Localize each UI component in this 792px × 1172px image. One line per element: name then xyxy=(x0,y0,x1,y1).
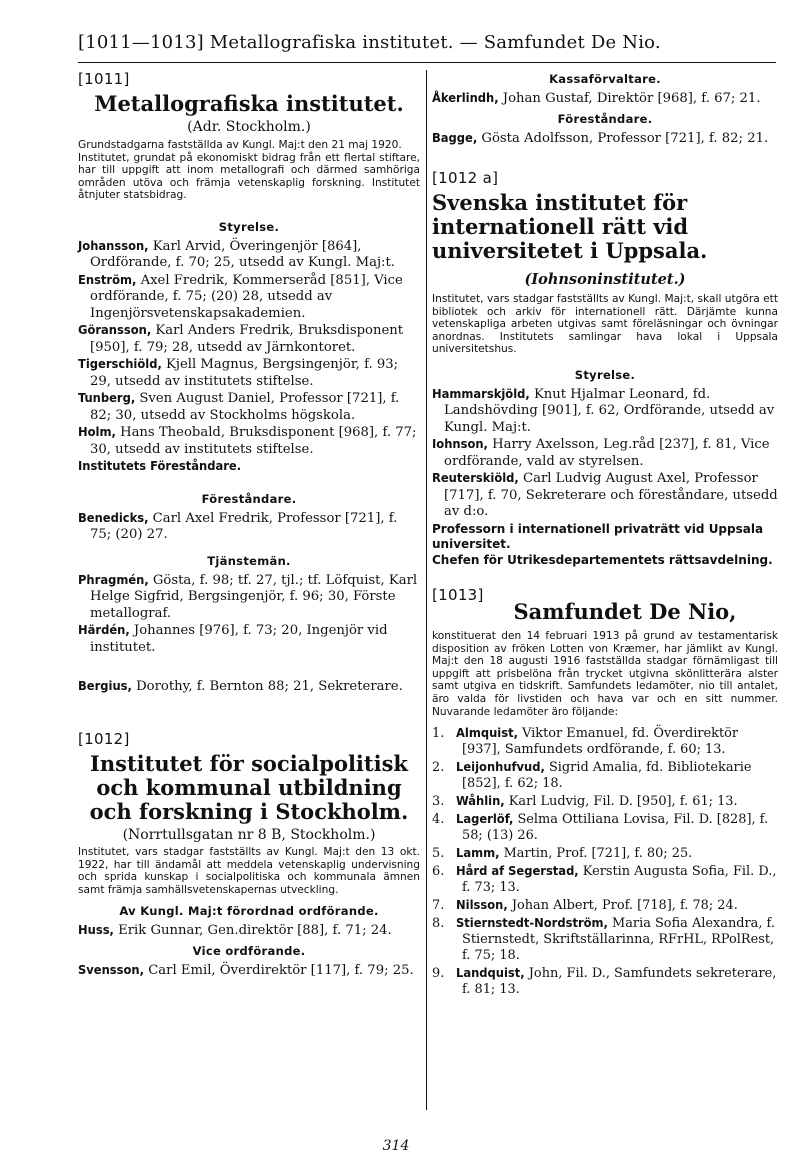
section-address: (Adr. Stockholm.) xyxy=(187,119,311,135)
person-name: Benedicks, xyxy=(78,510,149,526)
person-details: Gösta Adolfsson, Professor [721], f. 82; 21. xyxy=(477,130,769,146)
right-column xyxy=(432,70,778,1000)
section-1012a xyxy=(432,169,778,568)
person-name: Iohnson, xyxy=(432,437,488,453)
person-name: Leijonhufvud, xyxy=(456,760,545,776)
person-details: Maria Sofia Alexandra, f. Stiernstedt, Skriftställarinna, RFrHL, RPolRest, f. 75; 18. xyxy=(462,916,775,964)
person-name: Härdén, xyxy=(78,623,130,639)
institute-director-line: Institutets Föreståndare. xyxy=(78,459,242,475)
member-number: 7. xyxy=(432,898,445,914)
member-number: 4. xyxy=(432,812,445,828)
person-name: Lagerlöf, xyxy=(456,812,514,828)
list-item xyxy=(78,273,420,323)
paragraph: Institutet, vars stadgar fastställts av Kungl. Maj:t den 13 okt. 1922, har till ändamål att meddela vetenskaplig undervisning och sprida kunskap i socialpolitiska och kommunala ämnen samt främja samhällsvetenskapernas utveckling. xyxy=(78,845,420,896)
person-name: Hård af Segerstad, xyxy=(456,864,579,880)
person-details: John, Fil. D., Samfundets sekreterare, f. 81; 13. xyxy=(462,966,777,998)
person-details: Dorothy, f. Bernton 88; 21, Sekreterare. xyxy=(131,679,403,695)
person-name: Stiernstedt-Nordström, xyxy=(456,916,608,932)
person-details: Viktor Emanuel, fd. Överdirektör [937], Samfundets ordförande, f. 60; 13. xyxy=(462,726,739,758)
person-name: Göransson, xyxy=(78,323,152,339)
person-name: Landquist, xyxy=(456,966,525,982)
list-item xyxy=(78,923,420,940)
list-item xyxy=(432,864,778,896)
person-details: Johan Gustaf, Direktör [968], f. 67; 21. xyxy=(498,91,761,106)
member-number: 5. xyxy=(432,846,445,862)
list-item xyxy=(432,91,778,108)
section-subtitle: (Iohnsoninstitutet.) xyxy=(524,271,686,288)
person-details: Carl Emil, Överdirektör [117], f. 79; 25. xyxy=(144,962,414,978)
person-details: Carl Ludvig August Axel, Professor [717], f. 70, Sekreterare och föreståndare, utsedd av d:o. xyxy=(444,471,778,520)
person-details: Knut Hjalmar Leonard, fd. Landshövding [901], f. 62, Ordförande, utsedd av Kungl. Maj:t. xyxy=(444,386,775,435)
person-name: Åkerlindh, xyxy=(432,91,499,106)
person-details: Axel Fredrik, Kommerseråd [851], Vice ordförande, f. 75; (20) 28, utsedd av Ingenjörsvetenskapsakademien. xyxy=(90,272,403,321)
list-item xyxy=(78,573,420,623)
list-item xyxy=(432,966,778,998)
person-name: Reuterskiöld, xyxy=(432,471,519,487)
subheading-vice-chair: Vice ordförande. xyxy=(192,943,306,958)
person-details: Karl Arvid, Överingenjör [864], Ordförande, f. 70; 25, utsedd av Kungl. Maj:t. xyxy=(90,238,395,271)
list-item xyxy=(432,437,778,470)
paragraph: Grundstadgarna fastställda av Kungl. Maj:t den 21 maj 1920. xyxy=(78,139,402,151)
person-name: Wåhlin, xyxy=(456,794,505,810)
board-list xyxy=(78,239,420,476)
subheading-forestandare: Föreståndare. xyxy=(557,111,653,126)
section-1013 xyxy=(432,586,778,998)
section-description xyxy=(432,293,778,356)
person-details: Karl Ludvig, Fil. D. [950], f. 61; 13. xyxy=(504,794,738,810)
list-item xyxy=(432,916,778,964)
person-details: Harry Axelsson, Leg.råd [237], f. 81, Vice ordförande, vald av styrelsen. xyxy=(444,437,770,469)
paragraph: konstituerat den 14 februari 1913 på grund av testamentarisk disposition av fröken Lotten von Kræmer, har jämlikt av Kungl. Maj:t den 18 augusti 1916 fastställda stadgar förnämligast till uppgift att prisbelöna från trycket utgivna skönlitterära alster samt utgiva en tidskrift. Samfundets ledamöter, nio till antalet, äro valda för livstiden och hava var och en sitt nummer. Nuvarande ledamöter äro följande: xyxy=(432,629,778,718)
person-details: Kerstin Augusta Sofia, Fil. D., f. 73; 13. xyxy=(462,864,777,896)
member-number: 3. xyxy=(432,794,445,810)
person-name: Svensson, xyxy=(78,962,144,978)
list-item xyxy=(432,794,778,810)
person-name: Tunberg, xyxy=(78,391,136,407)
person-details: Sven August Daniel, Professor [721], f. 82; 30, utsedd av Stockholms högskola. xyxy=(90,391,400,423)
paragraph: Institutet, vars stadgar fastställts av Kungl. Maj:t, skall utgöra ett bibliotek och arkiv för internationell rätt. Därjämte kunna vetenskapliga arbeten utgivas samt föreläsningar och övningar anordnas. Institutets samlingar hava lokal i Uppsala universitetshus. xyxy=(432,293,778,356)
person-name: Holm, xyxy=(78,425,116,441)
paragraph: Institutet, grundat på ekonomiskt bidrag från ett flertal stiftare, har till uppgift att inom metallografi och därmed samhöriga områden utöva och främja vetenskaplig forskning. Institutet åtnjuter statsbidrag. xyxy=(78,151,420,202)
section-number: [1011] xyxy=(78,70,130,88)
person-name: Enström, xyxy=(78,272,137,288)
member-number: 8. xyxy=(432,916,445,932)
section-title: Institutet för socialpolitisk och kommunal utbildning och forskning i Stockholm. xyxy=(89,750,409,824)
member-number: 2. xyxy=(432,760,445,776)
left-column xyxy=(78,70,420,980)
person-name: Tigerschiöld, xyxy=(78,357,162,373)
list-item xyxy=(432,387,778,437)
section-number: [1012] xyxy=(78,729,130,748)
section-1012 xyxy=(78,730,420,979)
subheading-styrelse: Styrelse. xyxy=(218,219,280,234)
person-details: Erik Gunnar, Gen.direktör [88], f. 71; 24. xyxy=(113,923,392,939)
member-list xyxy=(432,726,778,998)
list-item xyxy=(432,131,778,148)
list-item xyxy=(432,726,778,758)
person-details: Sigrid Amalia, fd. Bibliotekarie [852], f. 62; 18. xyxy=(462,760,752,792)
section-1011 xyxy=(78,70,420,696)
list-item xyxy=(78,679,420,696)
person-details: Johan Albert, Prof. [718], f. 78; 24. xyxy=(507,898,738,914)
subheading-kassaforvaltare: Kassaförvaltare. xyxy=(549,72,661,86)
person-name: Nilsson, xyxy=(456,898,508,914)
list-item xyxy=(78,357,420,390)
subheading-chair: Av Kungl. Maj:t förordnad ordförande. xyxy=(119,904,379,919)
list-item xyxy=(78,623,420,656)
person-details: Johannes [976], f. 73; 20, Ingenjör vid institutet. xyxy=(90,623,388,655)
person-name: Lamm, xyxy=(456,846,500,862)
header-rule xyxy=(78,62,776,63)
list-item xyxy=(432,898,778,914)
person-details: Hans Theobald, Bruksdisponent [968], f. 77; 30, utsedd av institutets stiftelse. xyxy=(90,425,417,457)
list-item xyxy=(78,239,420,272)
list-item xyxy=(78,323,420,356)
person-name: Johansson, xyxy=(78,238,149,254)
column-rule xyxy=(426,70,427,1110)
section-title: Svenska institutet för internationell rätt vid universitetet i Uppsala. xyxy=(432,190,708,263)
section-description xyxy=(78,139,420,202)
list-item xyxy=(78,511,420,544)
subheading-forestandare: Föreståndare. xyxy=(201,491,297,506)
person-name: Phragmén, xyxy=(78,572,149,588)
section-number: [1013] xyxy=(432,585,484,604)
page-number: 314 xyxy=(382,1138,410,1154)
person-details: Carl Axel Fredrik, Professor [721], f. 75; (20) 27. xyxy=(90,510,398,543)
list-item xyxy=(78,963,420,980)
list-item xyxy=(432,471,778,521)
subheading-styrelse: Styrelse. xyxy=(574,367,636,382)
person-details: Kjell Magnus, Bergsingenjör, f. 93; 29, utsedd av institutets stiftelse. xyxy=(90,357,399,389)
section-title: Metallografiska institutet. xyxy=(94,91,404,116)
person-name: Bergius, xyxy=(78,679,132,695)
section-description xyxy=(78,846,420,896)
list-item xyxy=(432,760,778,792)
member-number: 6. xyxy=(432,864,445,880)
person-name: Almquist, xyxy=(456,726,518,742)
person-details: Karl Anders Fredrik, Bruksdisponent [950], f. 79; 28, utsedd av Järnkontoret. xyxy=(90,323,404,355)
person-name: Hammarskjöld, xyxy=(432,386,530,402)
member-number: 9. xyxy=(432,966,445,982)
list-item xyxy=(78,425,420,458)
person-details: Martin, Prof. [721], f. 80; 25. xyxy=(499,846,693,862)
person-details: Selma Ottiliana Lovisa, Fil. D. [828], f. 58; (13) 26. xyxy=(462,812,769,844)
list-item xyxy=(432,812,778,844)
running-head: [1011—1013] Metallografiska institutet. — Samfundet De Nio. xyxy=(78,32,661,53)
ex-officio-line: Chefen för Utrikesdepartementets rättsavdelning. xyxy=(432,552,773,567)
list-item xyxy=(78,391,420,424)
section-address: (Norrtullsgatan nr 8 B, Stockholm.) xyxy=(122,826,376,843)
section-title: Samfundet De Nio, xyxy=(513,598,737,624)
section-description xyxy=(432,630,778,718)
member-number: 1. xyxy=(432,726,445,742)
person-name: Bagge, xyxy=(432,130,478,146)
list-item xyxy=(432,846,778,862)
subheading-tjanstemen: Tjänstemän. xyxy=(207,553,291,568)
person-name: Huss, xyxy=(78,923,114,939)
ex-officio-line: Professorn i internationell privaträtt vid Uppsala universitet. xyxy=(432,521,764,551)
person-details: Gösta, f. 98; tf. 27, tjl.; tf. Löfquist, Karl Helge Sigfrid, Bergsingenjör, f. 96; 30, Förste metallograf. xyxy=(90,572,418,621)
section-number: [1012 a] xyxy=(432,169,499,187)
